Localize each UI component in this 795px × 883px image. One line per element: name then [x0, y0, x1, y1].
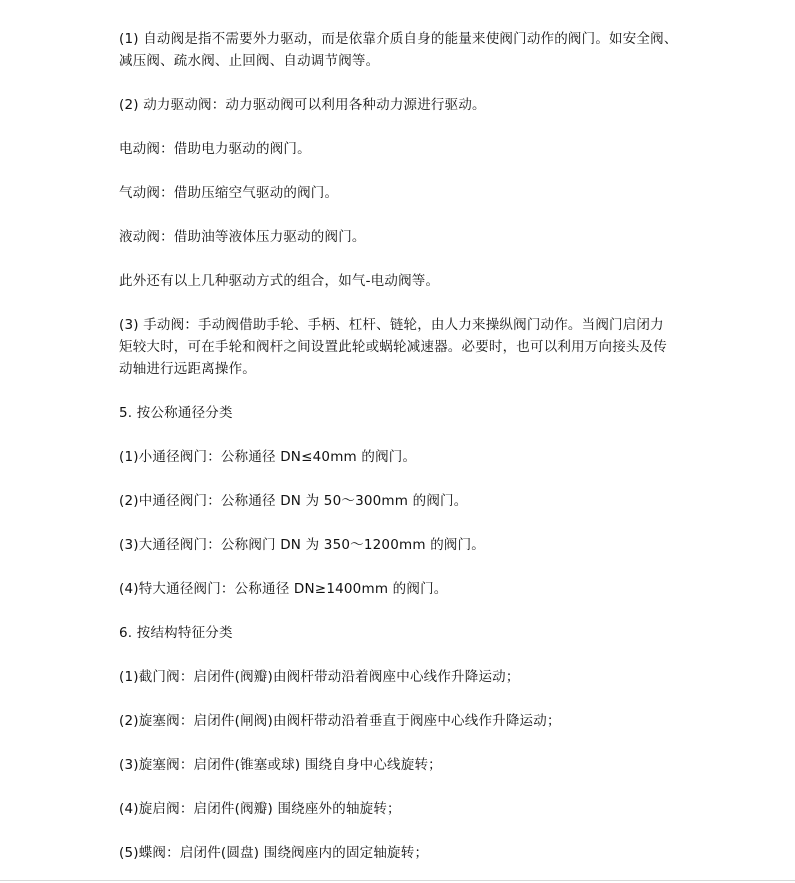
page-bottom-divider — [0, 880, 795, 881]
para-1-line-1: (1) 自动阀是指不需要外力驱动，而是依靠介质自身的能量来使阀门动作的阀门。如安全阀、 — [119, 31, 678, 47]
section-heading-5: 5. 按公称通径分类 — [119, 405, 233, 421]
para-3-line-1: 电动阀：借助电力驱动的阀门。 — [119, 141, 311, 157]
para-7-line-3: 动轴进行远距离操作。 — [119, 361, 256, 377]
para-18-line-1: (5)蝶阀：启闭件(圆盘) 围绕阀座内的固定轴旋转； — [119, 845, 429, 861]
para-14-line-1: (1)截门阀：启闭件(阀瓣)由阀杆带动沿着阀座中心线作升降运动； — [119, 669, 520, 685]
para-17-line-1: (4)旋启阀：启闭件(阀瓣) 围绕座外的轴旋转； — [119, 801, 401, 817]
para-5-line-1: 液动阀：借助油等液体压力驱动的阀门。 — [119, 229, 366, 245]
para-12-line-1: (4)特大通径阀门：公称通径 DN≥1400mm 的阀门。 — [119, 581, 448, 597]
para-6-line-1: 此外还有以上几种驱动方式的组合，如气-电动阀等。 — [119, 273, 440, 289]
para-2-line-1: (2) 动力驱动阀：动力驱动阀可以利用各种动力源进行驱动。 — [119, 97, 486, 113]
para-16-line-1: (3)旋塞阀：启闭件(锥塞或球) 围绕自身中心线旋转； — [119, 757, 442, 773]
para-11-line-1: (3)大通径阀门：公称阀门 DN 为 350～1200mm 的阀门。 — [119, 537, 486, 553]
para-10-line-1: (2)中通径阀门：公称通径 DN 为 50～300mm 的阀门。 — [119, 493, 468, 509]
para-15-line-1: (2)旋塞阀：启闭件(闸阀)由阀杆带动沿着垂直于阀座中心线作升降运动； — [119, 713, 561, 729]
para-4-line-1: 气动阀：借助压缩空气驱动的阀门。 — [119, 185, 339, 201]
para-1-line-2: 减压阀、疏水阀、止回阀、自动调节阀等。 — [119, 53, 380, 69]
para-7-line-1: (3) 手动阀：手动阀借助手轮、手柄、杠杆、链轮，由人力来操纵阀门动作。当阀门启闭力 — [119, 317, 664, 333]
section-heading-6: 6. 按结构特征分类 — [119, 625, 233, 641]
para-9-line-1: (1)小通径阀门：公称通径 DN≤40mm 的阀门。 — [119, 449, 417, 465]
para-7-line-2: 矩较大时，可在手轮和阀杆之间设置此轮或蜗轮减速器。必要时，也可以利用万向接头及传 — [119, 339, 667, 355]
